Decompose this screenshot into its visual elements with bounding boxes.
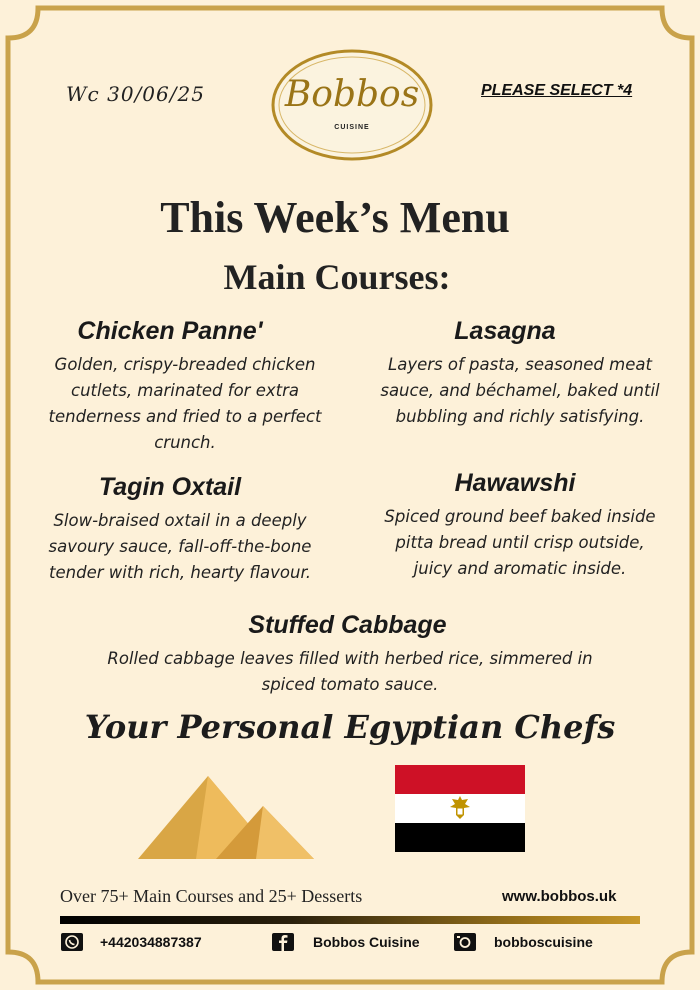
phone-number[interactable]: +442034887387 — [100, 934, 202, 950]
dish-name: Chicken Panne' — [77, 317, 263, 345]
dish-name: Stuffed Cabbage — [248, 611, 447, 639]
selection-notice: PLEASE SELECT *4 — [481, 82, 633, 99]
dish-description: Spiced ground beef baked inside pitta bread until crisp outside, juicy and aromatic inside. — [384, 507, 656, 578]
facebook-handle[interactable]: Bobbos Cuisine — [313, 934, 420, 950]
logo-wordmark: Bobbos — [284, 74, 420, 115]
website-link[interactable]: www.bobbos.uk — [502, 888, 617, 905]
dish-name: Tagin Oxtail — [98, 473, 242, 501]
dish-description: Rolled cabbage leaves filled with herbed rice, simmered in spiced tomato sauce. — [107, 649, 593, 694]
pyramids-illustration — [138, 774, 316, 862]
egypt-flag — [395, 765, 525, 852]
eagle-emblem-icon — [448, 795, 472, 821]
bobbos-logo — [270, 48, 434, 162]
tagline: Your Personal Egyptian Chefs — [84, 708, 616, 746]
gradient-divider — [60, 916, 640, 924]
dish-description: Slow-braised oxtail in a deeply savoury sauce, fall-off-the-bone tender with rich, hearty flavour. — [48, 511, 312, 582]
instagram-handle[interactable]: bobboscuisine — [494, 934, 593, 950]
facebook-icon — [272, 933, 294, 951]
logo-subtext: CUISINE — [334, 124, 370, 131]
week-date: Wc 30/06/25 — [66, 82, 205, 106]
offer-text: Over 75+ Main Courses and 25+ Desserts — [60, 886, 363, 906]
dish-name: Lasagna — [454, 317, 556, 345]
section-heading: Main Courses: — [223, 257, 451, 297]
dish-description: Layers of pasta, seasoned meat sauce, and béchamel, baked until bubbling and richly satisfying. — [380, 355, 660, 426]
dish-name: Hawawshi — [454, 469, 576, 497]
camera-icon — [454, 933, 476, 951]
dish-description: Golden, crispy-breaded chicken cutlets, marinated for extra tenderness and fried to a perfect crunch. — [48, 355, 322, 452]
whatsapp-icon — [61, 933, 83, 951]
menu-title: This Week’s Menu — [160, 193, 510, 242]
